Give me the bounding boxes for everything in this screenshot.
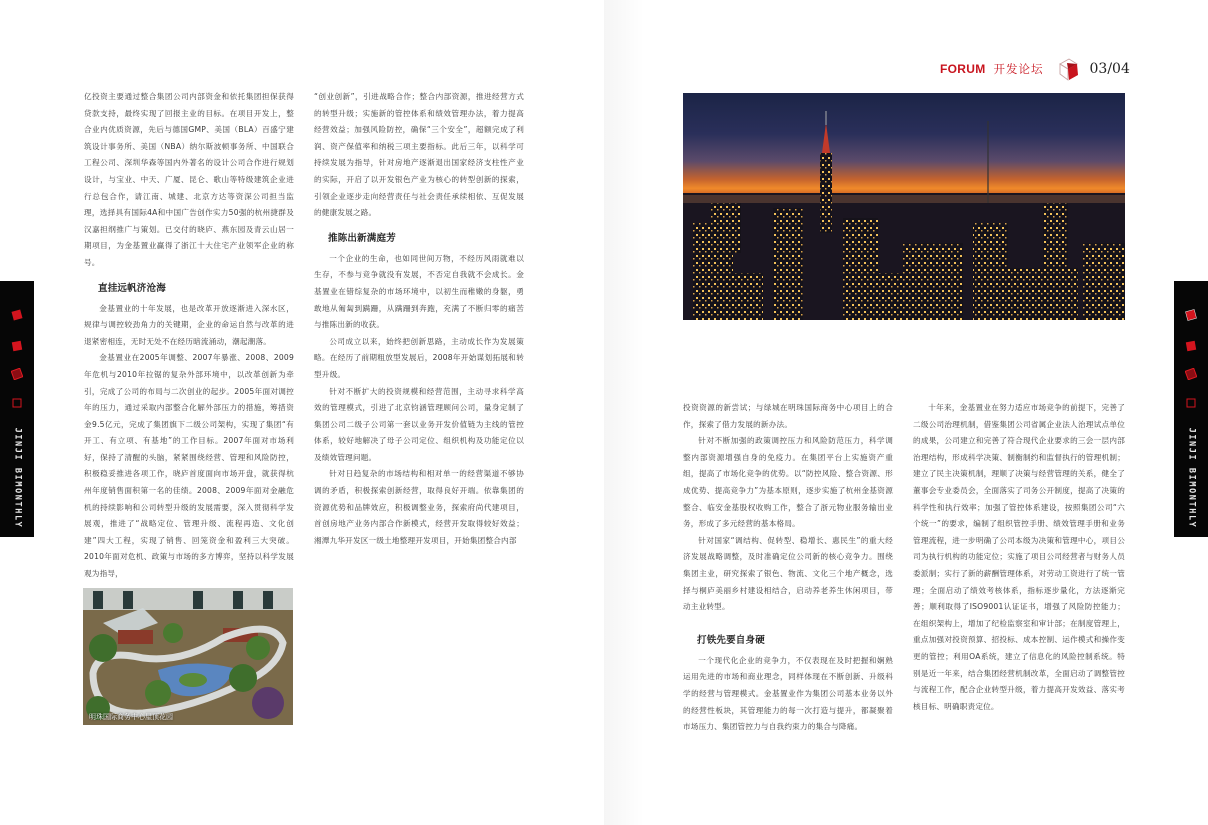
- section-heading: 直挂远帆济沧海: [98, 282, 166, 294]
- paragraph: 亿投资主要通过整合集团公司内部资金和依托集团担保获得贷款支持，最终实现了回报主业的目标。在项目开发上，整合业内优质资源，先后与德国GMP、美国（BLA）百盛宁建筑设计事务所、美国（NBA）纳尔斯波顿事务所、中国联合工程公司、深圳华森等国内外著名的设计公司合作进行规划设计，与宝业、中天、广厦、昆仑、歌山等特级建筑企业进行总包合作，请江南、城建、北京方达等资深公司担当监理，选择具有国际4A和中国广告创作实力50强的杭州捷群及汉嘉担纲推广与策划。已交付的晓庐、燕东园及青云山居一期项目，为金基置业赢得了浙江十大住宅产业领军企业的称号。: [84, 92, 294, 267]
- garden-illustration: [83, 588, 293, 725]
- paragraph: 金基置业在2005年调整、2007年暴涨、2008、2009年危机与2010年拉锯的复杂外部环境中，以改革创新为牵引，完成了公司的布局与二次创业的起步。2005年面对调控年的压力，通过采取内部整合化解外部压力的措施，筹措资金9.5亿元，完成了集团旗下二级公司架构，实现了集团“有开工、有立项、有基地”的工作目标。2007年面对市场利好，保持了清醒的头脑，紧紧围绕经营、管理和风险防控，积极稳妥推进各项工作，晓庐首度面向市场开盘，就获得杭州年度销售面积第一名的佳绩。2008、2009年面对金融危机的持续影响和公司转型升级的发展需要，深入贯彻科学发展观，推进了“战略定位、管理升级、流程再造、文化创建”四大工程，实现了销售、回笼资金和盈利三大突破。2010年面对危机、政策与市场的多方博弈，坚持以科学发展观为指导，: [84, 353, 294, 579]
- section-title-cn: 开发论坛: [993, 62, 1044, 76]
- article-column-2: [314, 89, 524, 549]
- paragraph: 一个现代化企业的竞争力，不仅表现在及时把握和娴熟运用先进的市场和商业理念，同样体现在不断创新、升级科学的经营与管理模式。金基置业作为集团公司基本业务以外的经营性板块，其管理能力的每一次打造与提升，都凝聚着市场压力、集团管控力与自我约束力的集合与降痛。: [683, 655, 893, 732]
- paragraph: 公司成立以来，始终把创新思路，主动成长作为发展策略。在经历了前期粗放型发展后，2008年开始谋划拓展和转型升级。: [314, 336, 524, 379]
- paragraph: 针对不断扩大的投资规模和经营范围，主动寻求科学高效的管理模式，引进了北京钧涵管理顾问公司，量身定制了集团公司二级子公司第一套以业务开发价值链为主线的管控体系，较好地解决了母子公司定位、组织机构及功能定位以及绩效管理问题。: [314, 386, 524, 462]
- outline-red-square-icon: [1185, 397, 1197, 409]
- solid-red-cube-icon: [11, 340, 23, 352]
- outline-red-cube-icon: [1185, 368, 1197, 380]
- red-cube-icon: [1054, 55, 1082, 83]
- paragraph: 投资资源的新尝试；与绿城在明珠国际商务中心项目上的合作，探索了借力发展的新办法。: [683, 403, 893, 429]
- solid-red-cube-icon: [1185, 340, 1197, 352]
- article-column-1: [84, 89, 294, 583]
- photo-caption: 明珠国际商务中心屋顶花园: [89, 713, 173, 721]
- paragraph: 金基置业的十年发展，也是改革开放逐渐进入深水区，规律与调控较劲角力的关键期，企业的命运自然与改革的进退紧密相连，无时无处不在经历暗流涌动，潮起潮落。: [84, 303, 294, 346]
- paragraph: 针对日趋复杂的市场结构和相对单一的经营渠道不够协调的矛盾，积极探索创新经营，取得良好开端。依靠集团的资源优势和品牌效应，积极调整业务，探索府尚代建项目，首创房地产业务内部合作新模式，经营开发取得较好效益；湘潭九华开发区一级土地整理开发项目，开始集团整合内部: [314, 469, 524, 545]
- outline-red-cube-icon: [11, 368, 23, 380]
- magazine-name-vertical: JINJI BIMONTHLY: [12, 427, 23, 529]
- article-column-4: [913, 400, 1125, 715]
- right-side-tab: [1174, 281, 1208, 537]
- solid-red-cube-icon: [11, 309, 23, 321]
- section-heading: 推陈出新满庭芳: [328, 232, 396, 244]
- city-skyline-night-photo: [683, 93, 1125, 320]
- left-side-tab: [0, 281, 34, 537]
- outline-red-square-icon: [11, 397, 23, 409]
- paragraph: 针对国家“调结构、促转型、稳增长、惠民生”的重大经济发展战略调整，及时准确定位公司新的核心竞争力。围绕集团主业，研究探索了银色、物流、文化三个地产概念，选择与桐庐美丽乡村建设相结合，启动养老养生休闲项目，带动主业转型。: [683, 535, 893, 612]
- section-title-en: FORUM: [940, 62, 986, 76]
- paragraph: 十年来，金基置业在努力适应市场竞争的前提下，完善了二级公司治理机制，借鉴集团公司省属企业法人治理试点单位的成果，公司建立和完善了符合现代企业要求的三会一层内部治理结构，形成科学决策、制衡制约和监督执行的管理机制；建立了民主决策机制，理顺了决策与经营管理的关系，健全了董事会专业委员会，全面落实了司务公开制度，提高了决策的科学性和执行效率；加强了管控体系建设，按照集团公司“六个统一”的要求，编制了组织管控手册、绩效管理手册和业务管理流程，进一步明确了公司本级为决策和管理中心，项目公司为执行机构的功能定位；实施了项目公司经营者与财务人员委派制；实行了新的薪酬管理体系，对劳动工资进行了统一管理；全面启动了绩效考核体系，指标逐步量化，方法逐渐完善；顺利取得了ISO9001认证证书，增强了风险防控能力；在组织架构上，增加了纪检监察室和审计部；在制度管理上，重点加强对投资预算、招投标、成本控制、运作模式和操作变更的管控；利用OA系统，建立了信息化的风险控制系统。特别是近一年来，结合集团经营机制改革，全面启动了调整管控与流程工作，配合企业转型升级，着力提高开发效益、落实考核目标、明确职责定位。: [913, 403, 1125, 711]
- paragraph: “创业创新”，引进战略合作；整合内部资源，推进经营方式的转型升级；实施新的管控体系和绩效管理办法，着力提高经营效益；加强风险防控，确保“三个安全”，超额完成了利润、资产保值率和纳税三项主要指标。此后三年，以科学可持续发展为指导，针对房地产逐渐退出国家经济支柱性产业的实际，开启了以开发银色产业为核心的转型创新的探索，引领企业逐步走向经营责任与社会责任承续相依、互促发展的健康发展之路。: [314, 92, 524, 218]
- solid-red-cube-icon: [1185, 309, 1197, 321]
- section-heading: 打铁先要自身硬: [697, 634, 765, 646]
- page-header: [940, 54, 1130, 84]
- page-numbers: 03/04: [1089, 61, 1130, 77]
- skyline-silhouette: [683, 93, 1125, 320]
- paragraph: 一个企业的生命，也如同世间万物，不经历风雨就难以生存，不参与竞争就没有发展，不否定自我就不会成长。金基置业在错综复杂的市场环境中，以初生而稚嫩的身躯，勇敢地从匍匐到蹒跚，从蹒跚到奔跑，充满了不断归零的痛苦与推陈出新的收获。: [314, 253, 524, 330]
- article-column-3: [683, 400, 893, 736]
- rooftop-garden-photo: [83, 588, 293, 725]
- paragraph: 针对不断加强的政策调控压力和风险防范压力，科学调整内部资源增强自身的免疫力。在集团平台上实施资产重组，提高了市场化竞争的优势。以“防控风险、整合资源、形成优势、提高竞争力”为基本原则，逐步实施了杭州金基资源整合、临安金基股权收购工作，整合了浙元物业服务输出业务，形成了多元经营的基本格局。: [683, 436, 893, 529]
- page-gutter: [604, 0, 644, 825]
- magazine-name-vertical: JINJI BIMONTHLY: [1186, 427, 1197, 529]
